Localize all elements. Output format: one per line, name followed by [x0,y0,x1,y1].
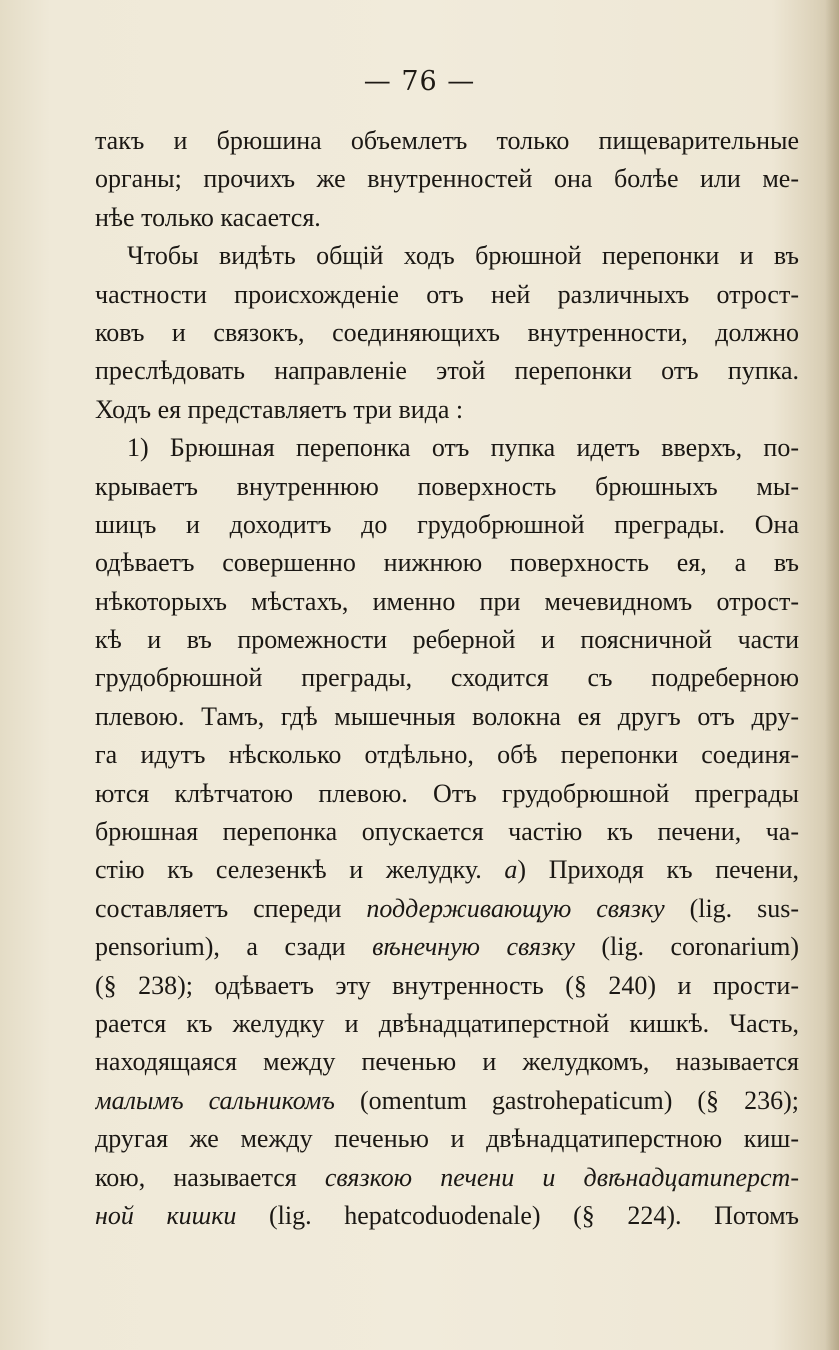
text-line [95,237,799,275]
text-segment: (lig. coronarium) [574,932,799,962]
body-text [95,122,799,1235]
text-line [95,736,799,774]
text-line [95,314,799,352]
text-segment: брюшная перепонка опускается частію къ печени, ча- [95,817,799,847]
text-segment: Чтобы видѣть общій ходъ брюшной перепонки и въ [127,241,799,271]
text-segment: частности происхожденіе отъ ней различныхъ отрост- [95,279,799,309]
text-line [95,851,799,889]
text-segment: грудобрюшной преграды, сходится съ подреберною [95,663,799,693]
text-line [95,1043,799,1081]
text-segment: одѣваетъ совершенно нижнюю поверхность ея, а въ [95,548,799,578]
text-line [95,276,799,314]
text-segment: шицъ и доходитъ до грудобрюшной преграды. Она [95,509,799,539]
text-line [95,122,799,160]
text-line [95,391,799,429]
text-line [95,1197,799,1235]
italic-text: поддерживающую связку [366,893,665,923]
text-line [95,813,799,851]
text-line [95,544,799,582]
text-line [95,1082,799,1120]
text-segment: ковъ и связокъ, соединяющихъ внутренности, должно [95,317,799,347]
text-segment: кѣ и въ промежности реберной и поясничной части [95,625,799,655]
page-edge-shadow [825,0,839,1350]
text-line [95,352,799,390]
page-number: — 76 — [363,66,476,97]
text-line [95,1120,799,1158]
text-segment: (lig. hepatcoduodenale) (§ 224). Потомъ [236,1200,799,1230]
text-line [95,506,799,544]
text-segment: другая же между печенью и двѣнадцатиперстною киш- [95,1124,799,1154]
text-segment: Ходъ ея представляетъ три вида : [95,394,464,424]
text-line [95,928,799,966]
text-segment: такъ и брюшина объемлетъ только пищеварительные [95,126,799,155]
text-segment: стію къ селезенкѣ и желудку. [95,855,505,885]
text-line [95,659,799,697]
text-segment: (§ 238); одѣваетъ эту внутренность (§ 240) и прости- [95,970,799,1000]
text-segment: преслѣдовать направленіе этой перепонки отъ пупка. [95,356,799,386]
text-line [95,199,799,237]
text-segment: нѣкоторыхъ мѣстахъ, именно при мечевидномъ отрост- [95,586,799,616]
italic-text: вѣнечную связку [372,932,575,962]
text-segment: составляетъ спереди [95,893,367,923]
text-segment: ются клѣтчатою плевою. Отъ грудобрюшной преграды [95,778,799,808]
text-segment: 1) Брюшная перепонка отъ пупка идетъ вверхъ, по- [127,433,799,463]
text-line [95,1159,799,1197]
text-segment: плевою. Тамъ, гдѣ мышечныя волокна ея другъ отъ дру- [95,701,799,731]
text-line [95,698,799,736]
text-line [95,967,799,1005]
text-segment: (omentum gastrohepaticum) (§ 236); [334,1085,799,1115]
text-segment: pensorium), а сзади [95,932,373,962]
italic-text: ной кишки [95,1200,237,1230]
text-line [95,468,799,506]
text-line [95,775,799,813]
italic-text: малымъ сальникомъ [95,1085,335,1115]
text-line [95,160,799,198]
text-line [95,1005,799,1043]
text-segment: нѣе только касается. [95,202,321,232]
text-line [95,621,799,659]
text-segment: ) Приходя къ печени, [517,855,799,885]
italic-text: связкою печени и двѣнадцатиперст- [324,1162,799,1192]
text-segment: га идутъ нѣсколько отдѣльно, обѣ перепонки соединя- [95,740,799,770]
text-segment: (lig. sus- [664,893,799,923]
text-segment: органы; прочихъ же внутренностей она болѣе или ме- [95,164,799,194]
text-segment: находящаяся между печенью и желудкомъ, называется [95,1047,799,1077]
text-line [95,583,799,621]
text-line [95,890,799,928]
italic-text: a [504,855,518,885]
text-segment: кою, называется [95,1162,325,1192]
text-line [95,429,799,467]
text-segment: крываетъ внутреннюю поверхность брюшныхъ мы- [95,471,799,501]
text-segment: рается къ желудку и двѣнадцатиперстной кишкѣ. Часть, [95,1008,799,1038]
